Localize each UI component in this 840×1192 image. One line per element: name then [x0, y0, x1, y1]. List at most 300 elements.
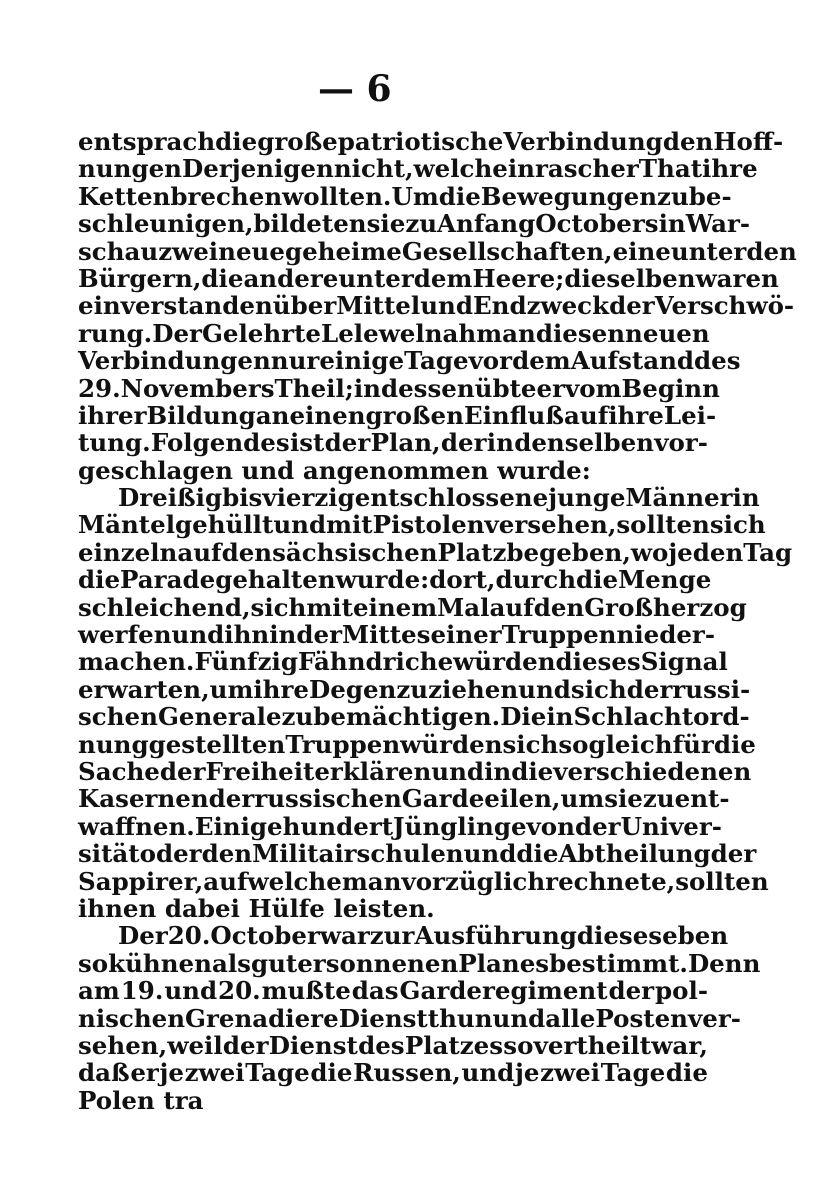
text-line [78, 756, 752, 786]
word: der [222, 1030, 269, 1060]
word: Lei- [663, 400, 717, 430]
text-line [78, 592, 747, 622]
word: schleichend, [78, 592, 251, 622]
word: einige [319, 346, 405, 376]
word: Aufstand [570, 346, 695, 376]
word: unter [338, 263, 414, 293]
word: Dienst [268, 1030, 358, 1060]
word: sich [250, 592, 307, 622]
word: Grenadiere [185, 1003, 339, 1033]
word: ziehen [428, 674, 519, 704]
word: oder [139, 839, 202, 869]
word: machen. [78, 647, 195, 677]
word: und [164, 976, 218, 1006]
word: Schlachtord- [573, 702, 750, 732]
word: zur [369, 921, 415, 951]
word: in [658, 209, 686, 239]
word: so [78, 948, 109, 978]
word: zu [396, 674, 429, 704]
word: in [269, 620, 297, 650]
word: für [672, 729, 714, 759]
text-line [78, 729, 756, 759]
text-line [78, 620, 716, 650]
word: Abtheilung [558, 839, 711, 869]
word: die [215, 127, 258, 156]
word: dem [512, 346, 571, 376]
word: Großherzog [584, 592, 747, 622]
word: würden [453, 647, 556, 677]
word: gut [250, 948, 298, 978]
word: welche [413, 154, 508, 184]
word: sollten [675, 866, 769, 896]
word: Parade [120, 565, 216, 595]
word: That [638, 154, 703, 184]
word: der [574, 811, 621, 841]
word: kühnen [108, 948, 212, 978]
word: erwarten, [78, 674, 210, 704]
word: unter [670, 236, 747, 266]
word: in [507, 154, 535, 184]
word: einen [289, 400, 366, 430]
word: mit [326, 510, 373, 540]
word: Einige [194, 811, 283, 841]
word: dabei [164, 893, 240, 923]
word: indessen [353, 373, 475, 403]
word: 20. [218, 976, 261, 1006]
word: entsprach [78, 127, 216, 156]
word: Platz [437, 537, 507, 567]
text-line [78, 346, 741, 376]
text-line [78, 839, 757, 869]
word: würden [400, 729, 503, 759]
word: Um [391, 181, 439, 211]
word: des [358, 1030, 405, 1060]
word: gestellten [148, 729, 286, 759]
text-line [78, 647, 728, 677]
word: geheime [284, 236, 402, 266]
word: die [310, 1058, 353, 1088]
text-line [78, 181, 732, 211]
word: vorzüglich [401, 866, 546, 896]
word: gehalten [215, 565, 336, 595]
word: großen [365, 400, 464, 430]
word: War- [685, 209, 751, 239]
text-line [78, 263, 779, 293]
word: Octobers [535, 209, 659, 239]
word: sich [502, 729, 559, 759]
word: die [511, 756, 554, 786]
word: Beginn [621, 373, 720, 403]
word: Gesellschaften, [401, 236, 613, 266]
word: Pistolen [372, 510, 485, 540]
word: sität [78, 839, 140, 869]
word: versehen, [484, 510, 617, 540]
word: der [440, 428, 487, 458]
word: sollten [616, 510, 710, 540]
word: ver- [688, 1003, 741, 1033]
word: sich [570, 674, 627, 704]
word: sehen, [78, 1030, 168, 1060]
word: nur [270, 346, 320, 376]
word: sie [604, 784, 643, 814]
text-line [78, 811, 722, 841]
word: eilen, [484, 784, 561, 814]
text-line [78, 674, 751, 704]
word: und [273, 510, 327, 540]
word: Garderegiment [399, 976, 608, 1006]
word: Heere; [472, 263, 565, 293]
word: vertheilt [533, 1030, 652, 1060]
word: nischen [78, 1003, 186, 1033]
word: Truppen [285, 729, 401, 759]
word: zwei [540, 1058, 601, 1088]
word: ent- [674, 784, 730, 814]
word: dieselben [564, 263, 696, 293]
word: Planes [458, 948, 550, 978]
word: um [209, 674, 254, 704]
word: den [746, 236, 797, 266]
word: der [159, 756, 206, 786]
text-line [78, 236, 797, 266]
word: verschiedenen [553, 756, 752, 786]
word: und [431, 756, 485, 786]
word: Hoff- [713, 127, 784, 156]
word: der [609, 291, 655, 321]
word: er [536, 373, 566, 403]
word: bestimmt. [549, 948, 688, 978]
word: waffnen. [78, 811, 195, 841]
word: brechen [170, 181, 283, 211]
text-line [78, 154, 758, 184]
word: Jünglinge [393, 811, 527, 841]
word: Generale [157, 702, 282, 732]
word: in [732, 483, 760, 513]
word: Ketten [78, 181, 171, 211]
word: man [341, 866, 402, 896]
word: Der [118, 921, 168, 951]
word: den [662, 127, 714, 156]
word: auf [489, 592, 534, 622]
word: Militairschulen [252, 839, 464, 869]
word: Degen [309, 674, 397, 704]
text-line [78, 373, 720, 403]
word: Tage [245, 1058, 310, 1088]
word: große [257, 127, 338, 156]
word: neuen [625, 318, 710, 348]
word: Lelewel [320, 318, 425, 348]
word: ihnen [78, 893, 157, 923]
word: den [201, 839, 253, 869]
word: war [319, 921, 370, 951]
word: Einfluß [463, 400, 564, 430]
text-line [78, 977, 708, 1004]
word: der [208, 784, 255, 814]
word: rung. [78, 318, 153, 348]
word: ersonnenen [297, 948, 459, 978]
word: Männer [625, 483, 733, 513]
word: der [608, 976, 655, 1006]
word: auf [203, 866, 248, 896]
word: und [492, 1003, 546, 1033]
word: an [502, 318, 536, 348]
word: sich [709, 510, 766, 540]
text-line [78, 895, 708, 922]
word: die [201, 263, 244, 293]
word: Bürgern, [78, 263, 202, 293]
word: die [438, 181, 481, 211]
word: das [351, 976, 399, 1006]
word: neue [218, 236, 285, 266]
word: October [210, 921, 320, 951]
word: und [518, 674, 571, 704]
text-line [78, 483, 760, 513]
word: Anfang [437, 209, 536, 239]
word: einzeln [78, 537, 178, 567]
word: und [241, 455, 295, 485]
word: in [546, 702, 574, 732]
word: den [533, 592, 585, 622]
body-text [78, 127, 797, 1115]
word: um [560, 784, 605, 814]
text-line [78, 1032, 708, 1059]
word: Mitte [342, 620, 417, 650]
word: rechnete, [545, 866, 676, 896]
word: ihn [224, 620, 270, 650]
word: je [159, 1058, 184, 1088]
word: junge [548, 483, 626, 513]
word: Kasernen [78, 784, 209, 814]
word: Univer- [620, 811, 722, 841]
word: Russen, [353, 1058, 461, 1088]
word: und [171, 620, 225, 650]
word: wollten. [282, 181, 392, 211]
word: und [461, 1058, 515, 1088]
word: nieder- [616, 620, 716, 650]
word: war, [651, 1030, 708, 1060]
word: vierzig [262, 483, 355, 513]
word: Mal [437, 592, 490, 622]
word: schen [78, 702, 158, 732]
word: ist [289, 428, 325, 458]
word: Tage [404, 346, 469, 376]
word: von [526, 811, 575, 841]
word: die [78, 565, 121, 595]
word: gehüllt [175, 510, 274, 540]
text-line [78, 565, 712, 595]
word: tung. [78, 428, 151, 458]
word: jeden [668, 537, 744, 567]
word: eine [612, 236, 671, 266]
word: seiner [416, 620, 502, 650]
word: am [78, 976, 120, 1006]
text-line [78, 400, 717, 430]
word: 29. [78, 373, 121, 403]
word: der [710, 839, 757, 869]
word: einem [352, 592, 438, 622]
word: bis [222, 483, 263, 513]
word: auf [564, 400, 609, 430]
word: Verbindung [503, 127, 663, 156]
word: pol- [655, 976, 708, 1006]
word: in [486, 428, 514, 458]
word: sächsischen [272, 537, 438, 567]
word: Verschwö- [654, 291, 795, 321]
word: nicht, [333, 154, 414, 184]
word: ihre [702, 154, 758, 184]
word: nung [78, 729, 149, 759]
text-line [78, 784, 730, 814]
word: Endzweck [472, 291, 610, 321]
word: zu [657, 181, 689, 211]
word: geschlagen [78, 455, 233, 485]
word: den [221, 537, 273, 567]
word: mußte [261, 976, 351, 1006]
word: zu [642, 784, 675, 814]
word: Posten [595, 1003, 688, 1033]
word: entschlossene [354, 483, 549, 513]
word: dort, [429, 565, 496, 595]
word: daß [78, 1058, 130, 1088]
word: Gelehrte [201, 318, 321, 348]
word: ihrer [78, 400, 147, 430]
word: sie [366, 209, 406, 239]
word: an [255, 400, 290, 430]
word: erklären [314, 756, 432, 786]
word: Sache [78, 756, 160, 786]
word: Menge [618, 565, 712, 595]
word: be- [688, 181, 732, 211]
word: eben [662, 921, 729, 951]
word: diesen [535, 318, 626, 348]
word: Der [152, 318, 202, 348]
word: wo [630, 537, 669, 567]
word: der [626, 674, 673, 704]
word: er [130, 1058, 159, 1088]
word: auf [177, 537, 222, 567]
word: so [503, 1030, 534, 1060]
word: Verbindungen [78, 346, 271, 376]
word: 19. [120, 976, 164, 1006]
word: je [514, 1058, 540, 1088]
word: 20. [167, 921, 211, 951]
word: zu [405, 209, 438, 239]
word: bildeten [253, 209, 367, 239]
word: Dienst [338, 1003, 428, 1033]
word: thun [427, 1003, 493, 1033]
word: russischen [254, 784, 402, 814]
word: weil [167, 1030, 223, 1060]
text-line [78, 429, 708, 456]
word: die [713, 729, 756, 759]
word: zwei [158, 236, 219, 266]
word: dieses [555, 647, 641, 677]
text-line [78, 1087, 708, 1114]
word: Bildung [146, 400, 256, 430]
text-line [78, 537, 793, 567]
text-line [78, 320, 708, 347]
word: vom [565, 373, 622, 403]
text-line [78, 702, 750, 732]
word: Plan, [370, 428, 441, 458]
text-line [78, 948, 761, 978]
word: vor [468, 346, 513, 376]
word: nungen [78, 154, 182, 184]
word: ihre [608, 400, 664, 430]
word: Bewegungen [480, 181, 658, 211]
text-line [78, 127, 784, 156]
word: Platzes [404, 1030, 504, 1060]
text-line [78, 457, 708, 484]
word: alle [545, 1003, 596, 1033]
word: vor- [654, 428, 708, 458]
word: einverstanden [78, 291, 273, 321]
text-line [78, 866, 769, 896]
word: wurde: [335, 565, 430, 595]
word: begeben, [506, 537, 631, 567]
word: leisten. [333, 893, 435, 923]
word: tra [163, 1085, 204, 1115]
text-line [78, 209, 751, 239]
word: Folgendes [150, 428, 290, 458]
word: bemächtigen. [313, 702, 501, 732]
word: wurde: [497, 455, 591, 485]
word: rascher [534, 154, 639, 184]
word: der [296, 620, 342, 650]
text-line [78, 921, 729, 951]
word: Theil; [274, 373, 354, 403]
word: die [516, 839, 559, 869]
text-line [78, 510, 766, 540]
word: russi- [672, 674, 751, 704]
text-line [78, 291, 795, 321]
word: denselben [514, 428, 654, 458]
word: und [420, 291, 473, 321]
word: hundert [282, 811, 394, 841]
word: schleunigen, [78, 209, 254, 239]
word: schau [78, 236, 159, 266]
word: patriotische [337, 127, 504, 156]
word: ihre [253, 674, 309, 704]
word: Truppen [501, 620, 617, 650]
word: zu [281, 702, 314, 732]
word: sogleich [558, 729, 673, 759]
word: welche [247, 866, 342, 896]
word: übte [474, 373, 537, 403]
word: des [694, 346, 741, 376]
word: und [463, 839, 517, 869]
word: Derjenigen [181, 154, 334, 184]
word: Tag [743, 537, 793, 567]
word: Fähndriche [297, 647, 454, 677]
word: Die [500, 702, 547, 732]
word: Freiheit [205, 756, 315, 786]
word: Tage [600, 1058, 666, 1088]
word: Ausführung [414, 921, 577, 951]
word: andere [243, 263, 339, 293]
word: Garde [401, 784, 485, 814]
word: Sappirer, [78, 866, 204, 896]
word: Mittel [336, 291, 421, 321]
word: über [272, 291, 337, 321]
word: die [665, 1058, 708, 1088]
word: die [576, 565, 619, 595]
word: der [324, 428, 371, 458]
text-line [78, 1003, 741, 1033]
word: zwei [184, 1058, 245, 1088]
page-number: — 6 [318, 68, 392, 110]
word: Mäntel [78, 510, 176, 540]
word: durch [495, 565, 577, 595]
